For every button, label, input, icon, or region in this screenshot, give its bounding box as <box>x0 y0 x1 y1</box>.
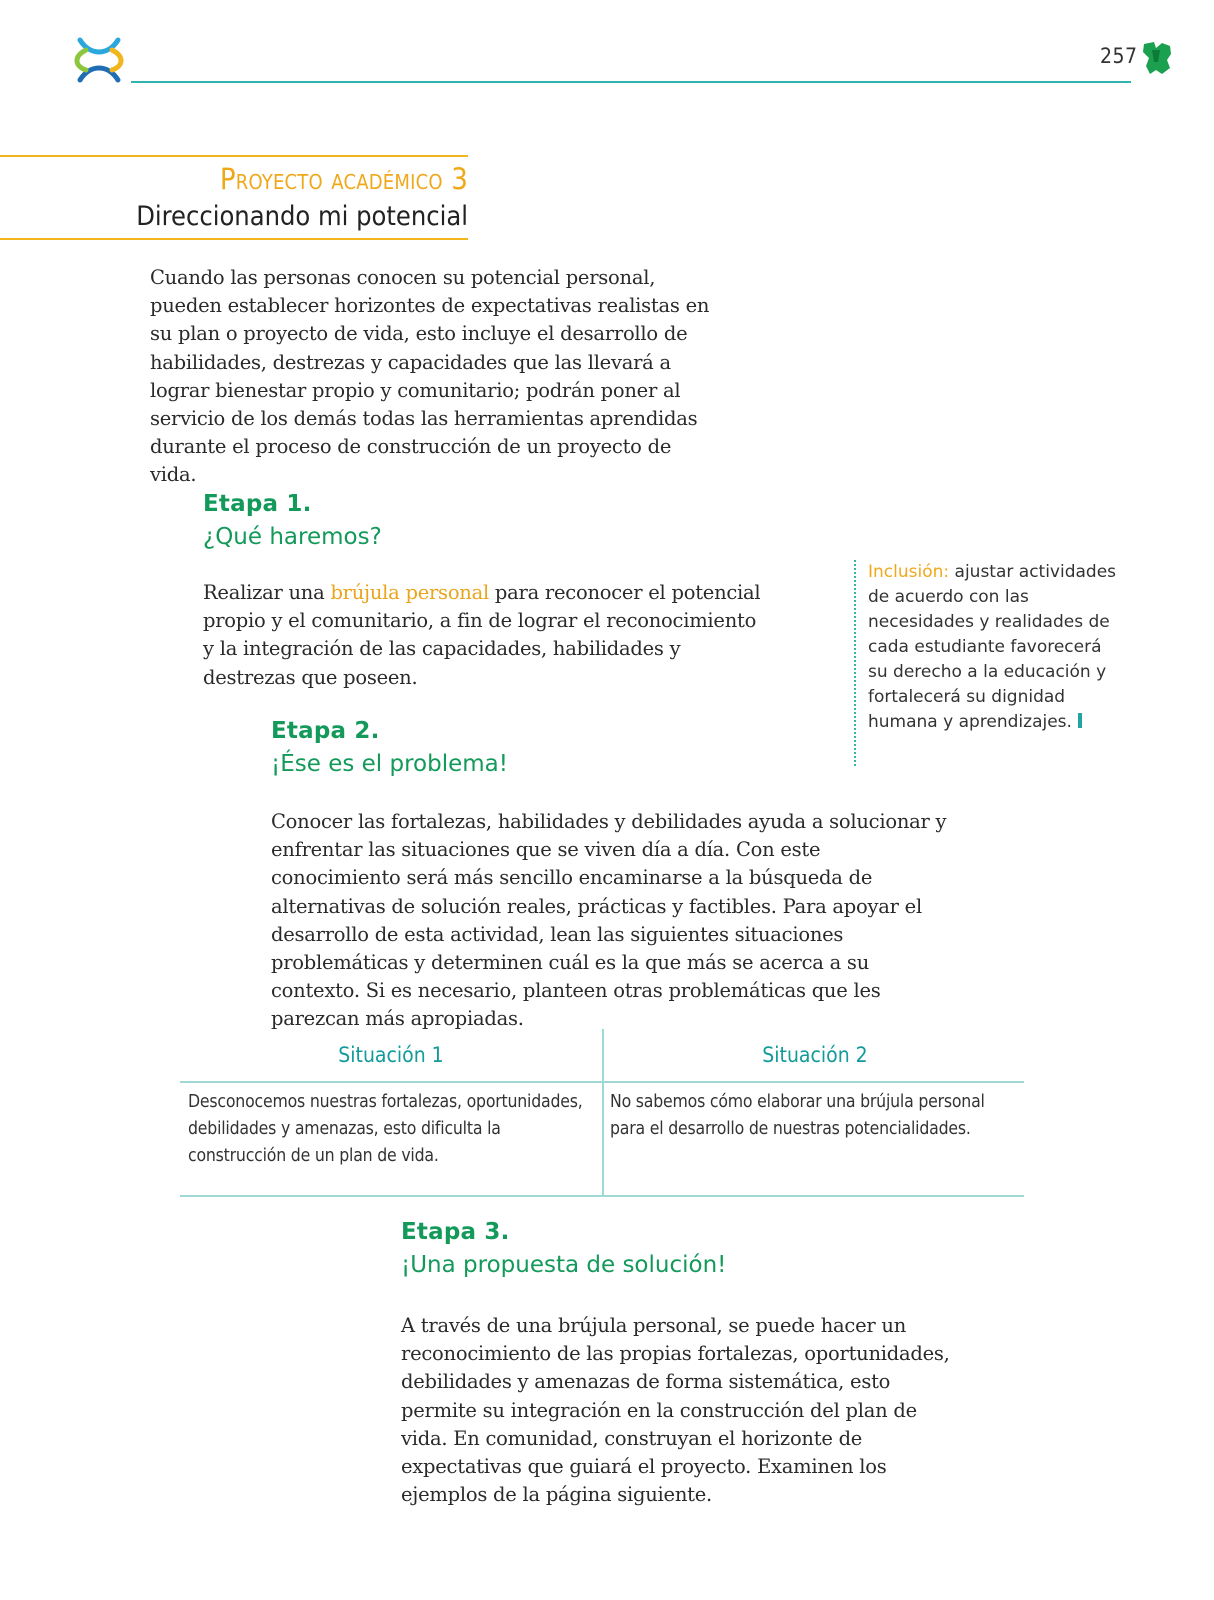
stage-2-number: Etapa 2. <box>271 718 380 744</box>
title-rule-bottom <box>0 238 468 240</box>
stage-1-number: Etapa 1. <box>203 491 312 517</box>
note-end-mark <box>1078 713 1082 728</box>
header-rule <box>131 81 1131 83</box>
table-bottom-rule <box>180 1195 1024 1197</box>
table-header-situation-1: Situación 1 <box>338 1043 444 1067</box>
highlight-term: brújula personal <box>330 581 489 604</box>
colored-knot-logo-icon <box>72 34 126 86</box>
stage-2-title: ¡Ése es el problema! <box>271 751 508 777</box>
stage-3-number: Etapa 3. <box>401 1219 510 1245</box>
table-header-situation-2: Situación 2 <box>762 1043 868 1067</box>
project-subtitle: Direccionando mi potencial <box>136 201 468 232</box>
stage-3-body: A través de una brújula personal, se puede hacer un reconocimiento de las propias fortalezas, oportunidades, debilidades y amenazas de forma sistemática, esto permite su integración en la construcción del plan de vida. En comunidad, construyan el horizonte de expectativas que guiará el proyecto. Examinen los ejemplos de la página siguiente. <box>401 1314 950 1507</box>
title-rule-top <box>0 155 468 157</box>
project-label: Proyecto académico 3 <box>219 162 468 196</box>
stage-1-body <box>203 579 763 692</box>
note-label: Inclusión: <box>868 562 950 582</box>
green-stamp-icon <box>1140 40 1174 76</box>
stage-3-title: ¡Una propuesta de solución! <box>401 1252 727 1278</box>
page-number: 257 <box>1100 44 1138 68</box>
stage-1-body-end: para reconocer el potencial propio y el comunitario, a fin de lograr el reconocimiento y la integración de las capacidades, habilidades y destrezas que poseen. <box>203 581 761 689</box>
stage-2-body: Conocer las fortalezas, habilidades y debilidades ayuda a solucionar y enfrentar las situaciones que se viven día a día. Con este conocimiento será más sencillo encaminarse a la búsqueda de alternativas de solución reales, prácticas y factibles. Para apoyar el desarrollo de esta actividad, lean las siguientes situaciones problemáticas y determinen cuál es la que más se acerca a su contexto. Si es necesario, planteen otras problemáticas que les parezcan más apropiadas. <box>271 810 947 1031</box>
stage-1-body-start: Realizar una <box>203 581 331 604</box>
intro-paragraph: Cuando las personas conocen su potencial personal, pueden establecer horizontes de expectativas realistas en su plan o proyecto de vida, esto incluye el desarrollo de habilidades, destrezas y capacidades que las llevará a lograr bienestar propio y comunitario; podrán poner al servicio de los demás todas las herramientas aprendidas durante el proceso de construcción de un proyecto de vida. <box>150 266 710 487</box>
note-text: ajustar actividades de acuerdo con las necesidades y realidades de cada estudiante favorecerá su derecho a la educación y fortalecerá su dignidad humana y aprendizajes. <box>868 562 1117 732</box>
table-cell-situation-2: No sabemos cómo elaborar una brújula personal para el desarrollo de nuestras potencialidades. <box>610 1092 985 1139</box>
situations-table <box>180 1029 1024 1197</box>
inclusion-note <box>854 560 1118 766</box>
table-cell-situation-1: Desconocemos nuestras fortalezas, oportunidades, debilidades y amenazas, esto dificulta la construcción de un plan de vida. <box>188 1092 583 1166</box>
stage-1-title: ¿Qué haremos? <box>203 524 382 550</box>
table-header-rule <box>180 1081 1024 1083</box>
